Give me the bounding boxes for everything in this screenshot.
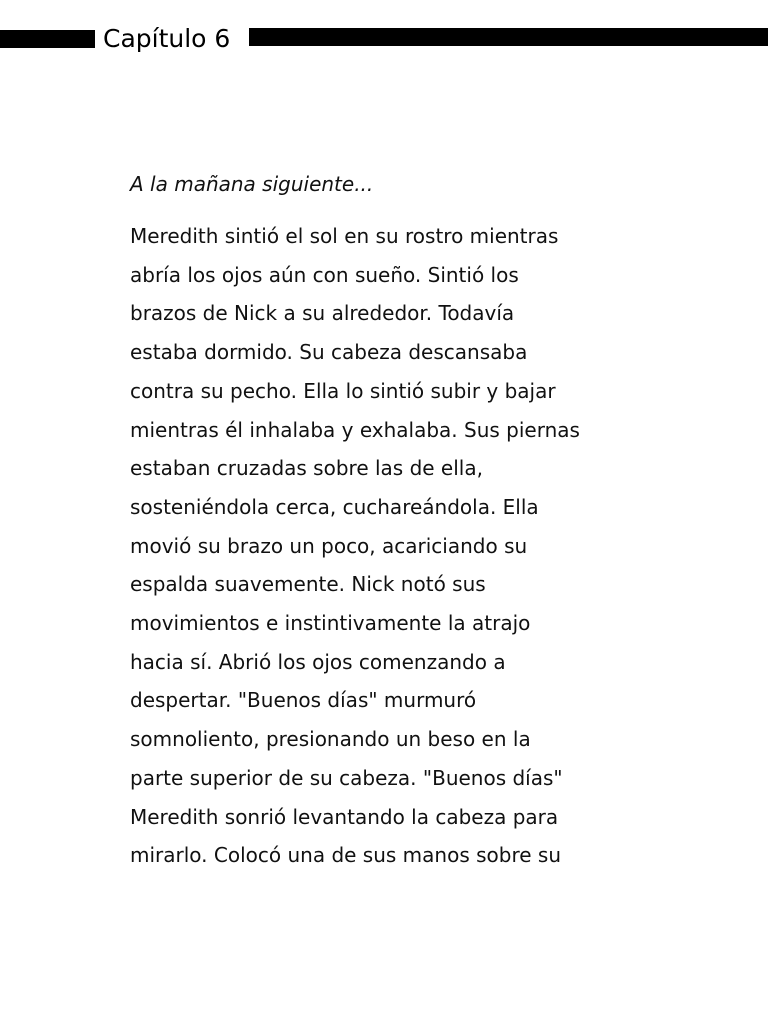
- paragraph-line: somnoliento, presionando un beso en la: [130, 727, 531, 752]
- paragraph-line: hacia sí. Abrió los ojos comenzando a: [130, 649, 506, 674]
- paragraph-line: estaba dormido. Su cabeza descansaba: [130, 340, 528, 365]
- chapter-title: Capítulo 6: [103, 24, 231, 53]
- paragraph-line: sosteniéndola cerca, cuchareándola. Ella: [130, 494, 539, 519]
- header-bar-right: [249, 28, 768, 46]
- paragraph-line: brazos de Nick a su alrededor. Todavía: [130, 301, 515, 326]
- scene-intro: A la mañana siguiente...: [130, 172, 374, 196]
- paragraph-line: mirarlo. Colocó una de sus manos sobre su: [130, 843, 561, 868]
- paragraph-line: parte superior de su cabeza. "Buenos días": [130, 765, 563, 790]
- paragraph-line: Meredith sintió el sol en su rostro mientras: [130, 224, 559, 248]
- paragraph-line: contra su pecho. Ella lo sintió subir y bajar: [130, 378, 556, 403]
- paragraph-line: movimientos e instintivamente la atrajo: [130, 611, 531, 636]
- paragraph-line: espalda suavemente. Nick notó sus: [130, 572, 486, 597]
- paragraph-line: estaban cruzadas sobre las de ella,: [130, 456, 483, 481]
- paragraph-line: abría los ojos aún con sueño. Sintió los: [130, 262, 519, 287]
- chapter-content: [130, 167, 645, 875]
- paragraph-line: movió su brazo un poco, acariciando su: [130, 533, 528, 558]
- body-paragraph: [130, 217, 645, 875]
- paragraph-line: despertar. "Buenos días" murmuró: [130, 688, 477, 713]
- paragraph-line: mientras él inhalaba y exhalaba. Sus piernas: [130, 417, 580, 442]
- chapter-header: [0, 22, 768, 56]
- header-bar-left: [0, 30, 95, 48]
- paragraph-line: Meredith sonrió levantando la cabeza para: [130, 804, 559, 829]
